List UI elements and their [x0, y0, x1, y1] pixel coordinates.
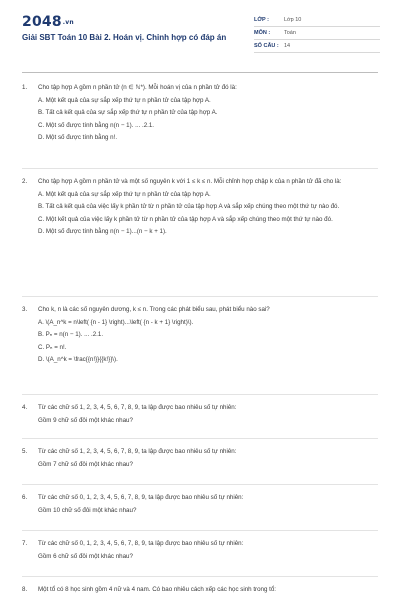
answer-option: Gồm 9 chữ số đôi một khác nhau?: [38, 416, 133, 424]
question-divider: [22, 394, 378, 395]
question-number: 7.: [22, 540, 28, 547]
answer-option: C. Một số được tính bằng n(n − 1). ... .2.1.: [38, 121, 155, 129]
meta-key: SỐ CÂU :: [254, 43, 279, 49]
meta-row-class: [254, 14, 380, 27]
question-number: 6.: [22, 494, 28, 501]
answer-option: D. Một số được tính bằng n!.: [38, 134, 118, 141]
answer-option: C. Pₙ = n!.: [38, 343, 67, 351]
question-divider: [22, 168, 378, 169]
question-text: Cho tập hợp A gồm n phần tử (n ∈ ℕ*). Mỗi hoán vị của n phần tử đó là:: [38, 84, 237, 91]
question-text: Cho k, n là các số nguyên dương, k ≤ n. Trong các phát biểu sau, phát biểu nào sai?: [38, 306, 270, 313]
question-number: 3.: [22, 306, 28, 313]
answer-option: B. Tất cả kết quả của sự sắp xếp thứ tự n phần tử của tập hợp A.: [38, 109, 218, 116]
question-7: [22, 540, 380, 565]
question-number: 4.: [22, 404, 28, 411]
answer-option: B. Tất cả kết quả của việc lấy k phần tử từ n phần tử của tập hợp A và sắp xếp chúng theo một thứ tự nào đó.: [38, 203, 340, 210]
question-divider: [22, 576, 378, 577]
question-number: 2.: [22, 178, 28, 185]
answer-option: B. Pₙ = n(n − 1). ... .2.1.: [38, 331, 104, 338]
question-text: Từ các chữ số 0, 1, 2, 3, 4, 5, 6, 7, 8, 9, ta lập được bao nhiêu số tự nhiên:: [38, 540, 244, 547]
answer-option: Gồm 10 chữ số đôi một khác nhau?: [38, 506, 137, 514]
question-text: Cho tập hợp A gồm n phần tử và một số nguyên k với 1 ≤ k ≤ n. Mỗi chỉnh hợp chập k của n phần tử đã cho là:: [38, 178, 342, 185]
meta-value: Toán: [284, 30, 296, 36]
question-2: [22, 178, 380, 241]
logo-suffix: .vn: [62, 18, 74, 26]
question-text: Từ các chữ số 1, 2, 3, 4, 5, 6, 7, 8, 9, ta lập được bao nhiêu số tự nhiên:: [38, 404, 237, 411]
question-6: [22, 494, 380, 519]
question-4: [22, 404, 380, 429]
answer-option: A. \(A_n^k = n\left( {n - 1} \right)...\left( {n - k + 1} \right)\).: [38, 318, 194, 326]
question-number: 1.: [22, 84, 28, 91]
document-title: Giải SBT Toán 10 Bài 2. Hoán vị. Chỉnh hợp có đáp án: [22, 33, 227, 42]
question-text: Một tổ có 8 học sinh gồm 4 nữ và 4 nam. Có bao nhiêu cách xếp các học sinh trong tổ:: [38, 586, 277, 593]
meta-table: [254, 14, 380, 53]
answer-option: Gồm 7 chữ số đôi một khác nhau?: [38, 460, 133, 468]
question-divider: [22, 438, 378, 439]
question-5: [22, 448, 380, 473]
question-number: 8.: [22, 586, 28, 593]
answer-option: A. Một kết quả của sự sắp xếp thứ tự n phần tử của tập hợp A.: [38, 190, 211, 198]
question-divider: [22, 296, 378, 297]
answer-option: C. Một kết quả của việc lấy k phần tử từ n phần tử của tập hợp A và sắp xếp chúng theo một thứ tự nào đó.: [38, 215, 333, 223]
question-divider: [22, 484, 378, 485]
logo-text: 2048: [22, 14, 62, 30]
meta-key: MÔN :: [254, 30, 271, 36]
answer-option: A. Một kết quả của sự sắp xếp thứ tự n phần tử của tập hợp A.: [38, 96, 211, 104]
meta-value: 14: [284, 43, 291, 49]
question-number: 5.: [22, 448, 28, 455]
question-8: [22, 586, 380, 599]
document-header: [0, 0, 400, 66]
question-1: [22, 84, 380, 147]
meta-value: Lớp 10: [284, 17, 302, 23]
question-text: Từ các chữ số 0, 1, 2, 3, 4, 5, 6, 7, 8, 9, ta lập được bao nhiêu số tự nhiên:: [38, 494, 244, 501]
question-divider: [22, 530, 378, 531]
meta-row-subject: [254, 27, 380, 40]
site-logo[interactable]: [22, 14, 74, 30]
answer-option: D. \(A_n^k = \frac{{n!}}{{k!}}\).: [38, 356, 118, 363]
meta-key: LỚP :: [254, 17, 269, 23]
question-3: [22, 306, 380, 369]
answer-option: D. Một số được tính bằng n(n − 1)...(n − k + 1).: [38, 228, 167, 235]
question-text: Từ các chữ số 1, 2, 3, 4, 5, 6, 7, 8, 9, ta lập được bao nhiêu số tự nhiên:: [38, 448, 237, 455]
meta-row-count: [254, 40, 380, 53]
header-divider: [22, 72, 378, 73]
answer-option: Gồm 6 chữ số đôi một khác nhau?: [38, 552, 133, 560]
